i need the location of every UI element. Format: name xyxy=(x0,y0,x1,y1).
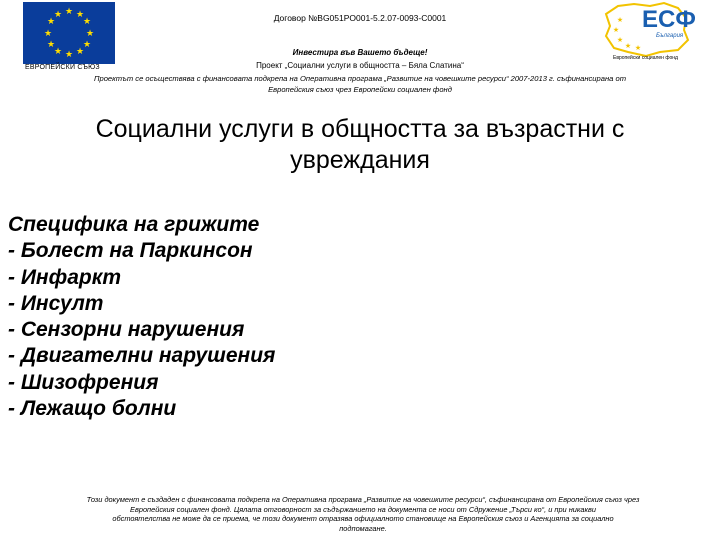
esf-logo-subtext: България xyxy=(656,33,684,39)
list-item: - Инсулт xyxy=(8,291,104,315)
svg-text:★: ★ xyxy=(85,29,95,39)
title-line-2: увреждания xyxy=(290,146,430,174)
esf-caption: Европейски социален фонд xyxy=(613,55,678,61)
svg-text:★: ★ xyxy=(46,40,56,50)
care-specifics-list xyxy=(8,212,275,422)
disclaimer-line-1: Този документ е създаден с финансовата подкрепа на Оперативна програма „Развитие на човешките ресурси“, съфинансирана от Европейския съюз чрез xyxy=(86,495,640,504)
contract-number: Договор №BG051PO001-5.2.07-0093-С0001 xyxy=(273,13,447,23)
esf-logo-text: ЕСФ xyxy=(642,6,696,33)
svg-text:★: ★ xyxy=(616,16,624,24)
disclaimer-line-4: подпомагане. xyxy=(339,523,387,533)
svg-text:★: ★ xyxy=(624,42,632,50)
svg-text:★: ★ xyxy=(46,17,56,27)
eu-caption: ЕВРОПЕЙСКИ СЪЮЗ xyxy=(25,64,100,71)
list-item: - Лежащо болни xyxy=(8,397,177,421)
svg-text:★: ★ xyxy=(616,36,624,44)
list-item: - Шизофрения xyxy=(8,370,159,394)
page-title xyxy=(40,114,680,176)
svg-text:★: ★ xyxy=(634,44,642,52)
investing-slogan: Инвестира във Вашето бъдеще! xyxy=(292,48,428,57)
funding-statement xyxy=(0,73,720,95)
disclaimer-line-2: Европейския социален фонд. Цялата отговорност за съдържанието на документа се носи от Сдружение „Търси ко“, и при никакви xyxy=(130,504,596,514)
care-heading: Специфика на грижите xyxy=(8,213,260,236)
svg-text:★: ★ xyxy=(75,10,85,20)
disclaimer xyxy=(20,495,706,533)
list-item: - Болест на Паркинсон xyxy=(8,239,253,263)
title-line-1: Социални услуги в общността за възрастни с xyxy=(95,115,625,143)
funding-line-1: Проектът се осъществява с финансовата подкрепа на Оперативна програма „Развитие на човешките ресурси“ 2007-2013 г. съфинансирана от xyxy=(93,74,627,83)
svg-text:★: ★ xyxy=(75,47,85,57)
svg-text:★: ★ xyxy=(82,17,92,27)
disclaimer-line-3: обстоятелства не може да се приема, че този документ отразява официалното становище на Европейския съюз и Агенцията за социално xyxy=(112,514,614,523)
list-item: - Инфаркт xyxy=(8,265,122,289)
funding-line-2: Европейския съюз чрез Европейски социален фонд xyxy=(268,85,452,94)
list-item: - Сензорни нарушения xyxy=(8,318,245,342)
project-name: Проект „Социални услуги в общността – Бяла Слатина“ xyxy=(256,61,464,70)
svg-text:★: ★ xyxy=(82,40,92,50)
svg-text:★: ★ xyxy=(64,7,74,17)
list-item: - Двигателни нарушения xyxy=(8,344,276,368)
svg-text:★: ★ xyxy=(64,50,74,60)
svg-text:★: ★ xyxy=(53,10,63,20)
svg-text:★: ★ xyxy=(43,29,53,39)
svg-text:★: ★ xyxy=(612,26,620,34)
svg-text:★: ★ xyxy=(53,47,63,57)
